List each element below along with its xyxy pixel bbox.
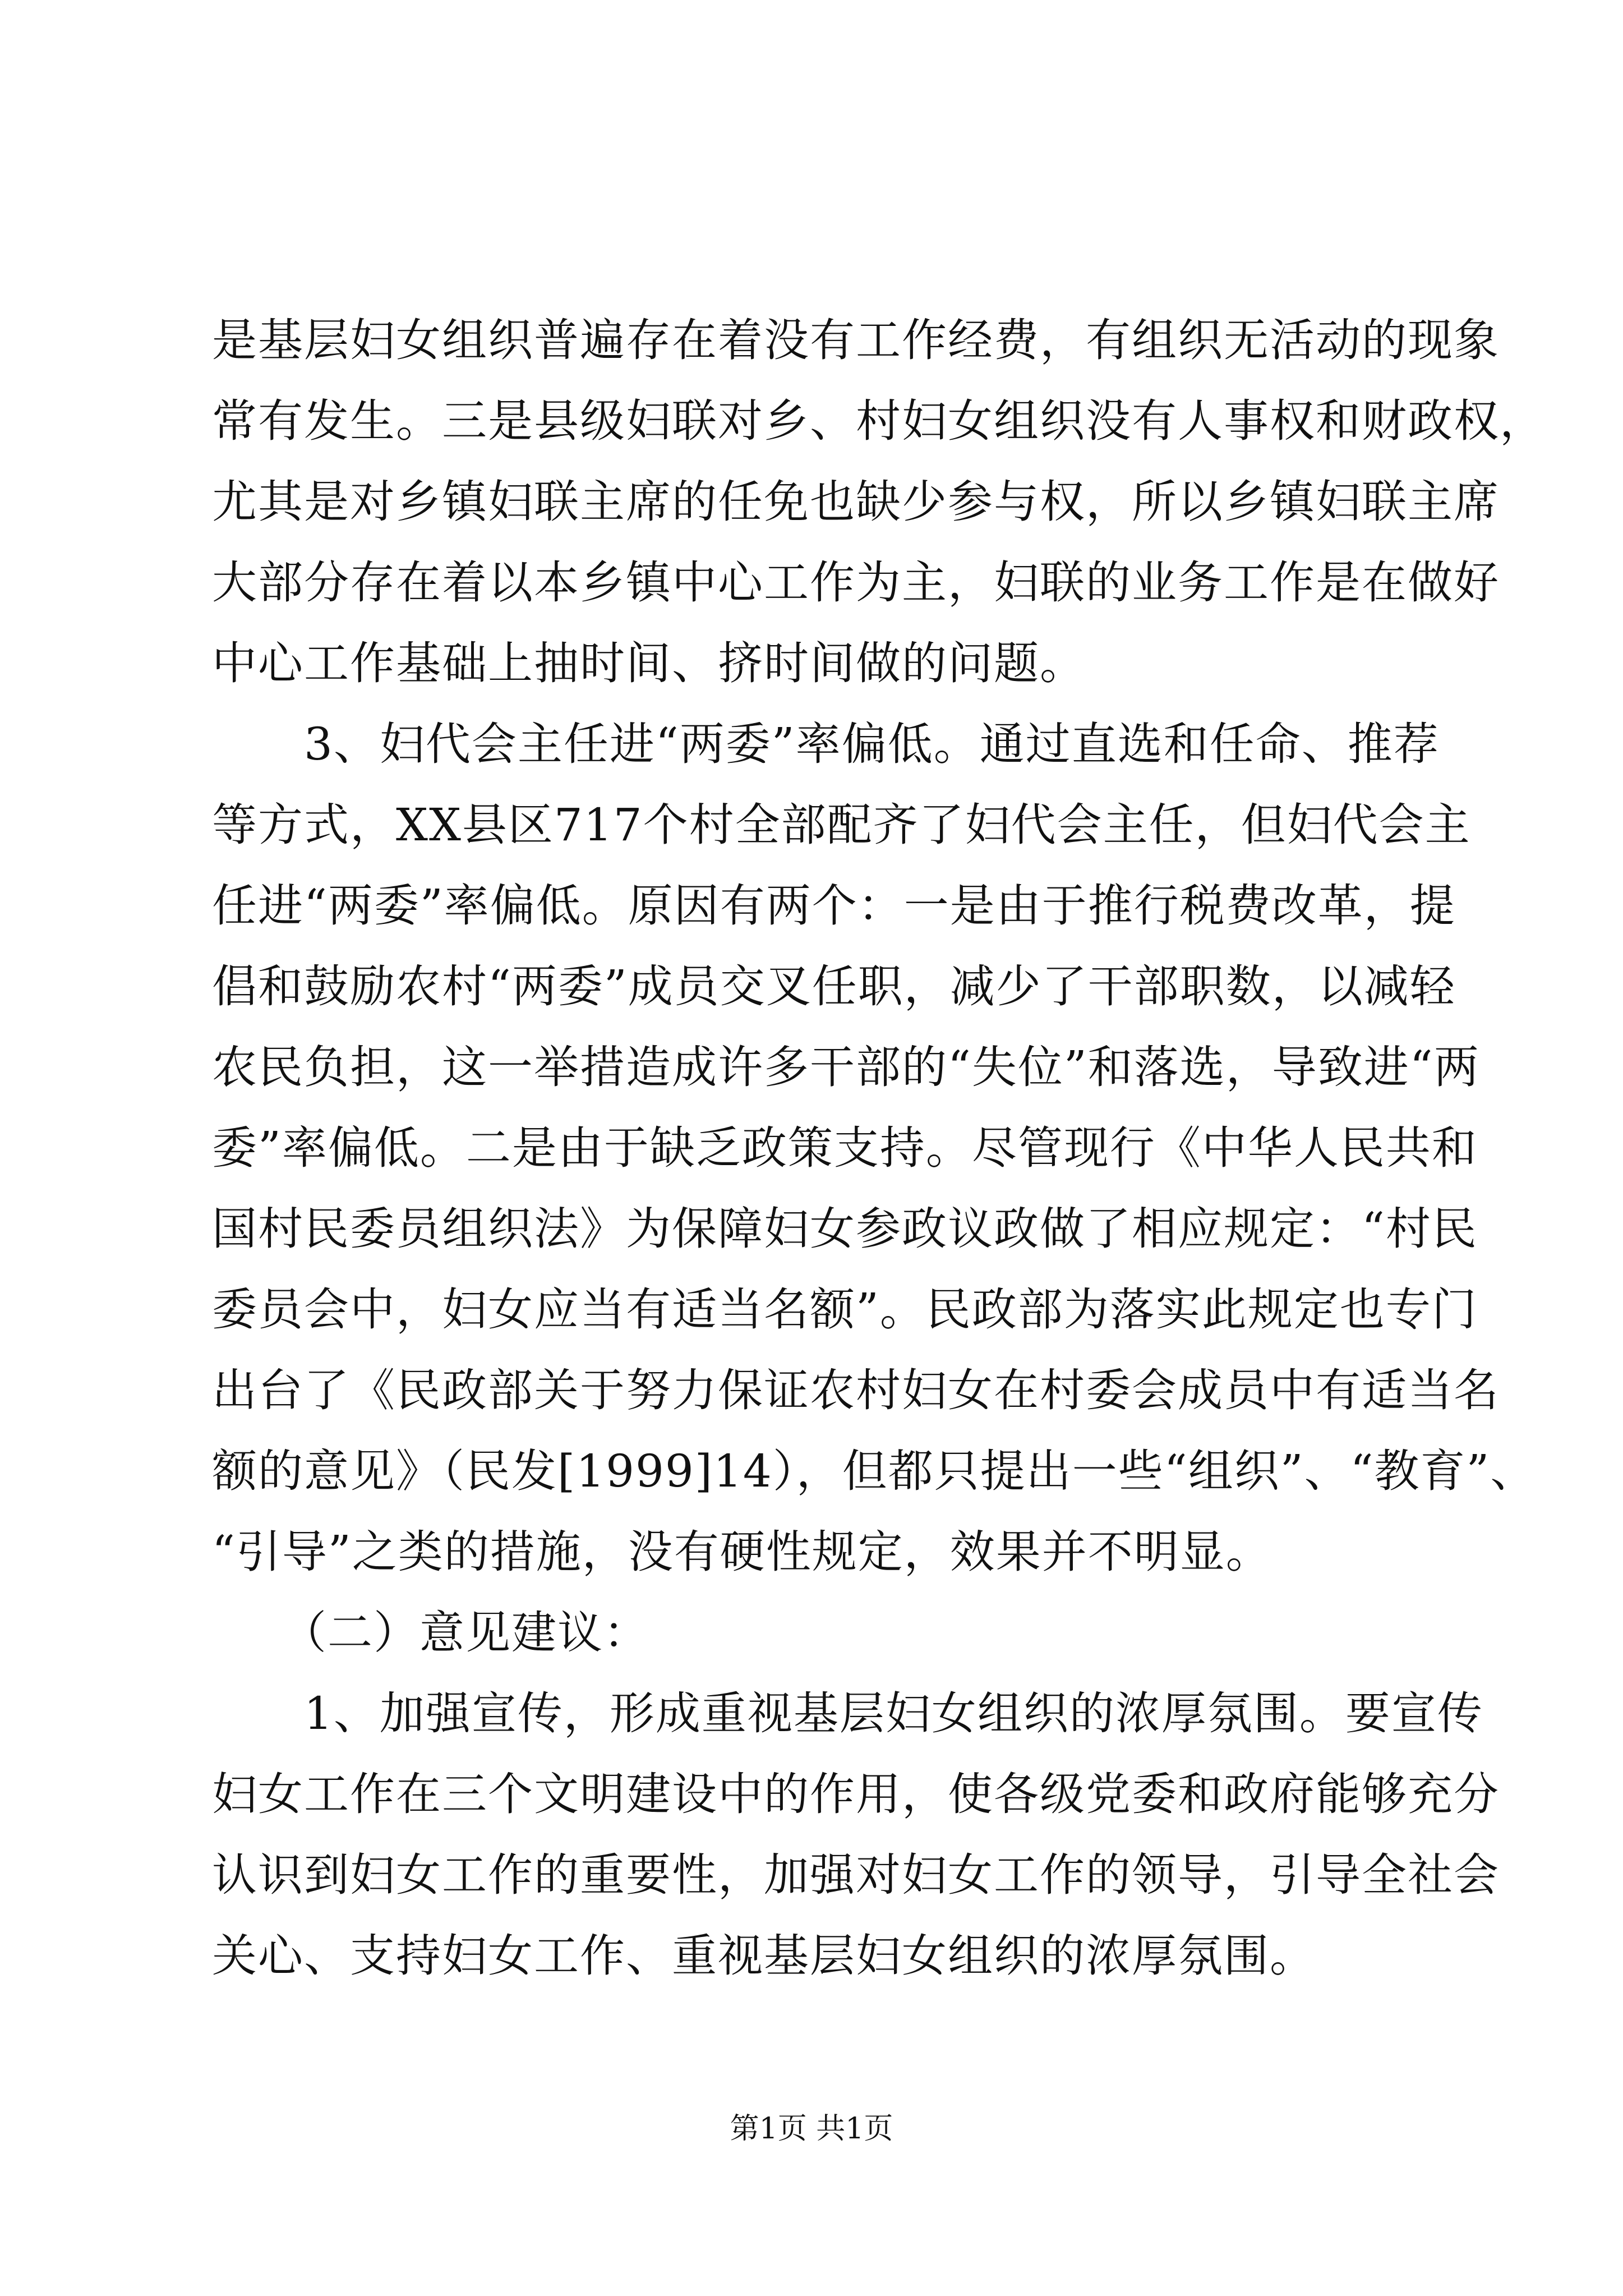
text-line: 委员会中，妇女应当有适当名额”。民政部为落实此规定也专门	[212, 1283, 1478, 1336]
text-line: 常有发生。三是县级妇联对乡、村妇女组织没有人事权和财政权，	[212, 395, 1546, 447]
text-line: （二）意见建议：	[212, 1607, 649, 1659]
text-line: 出台了《民政部关于努力保证农村妇女在村委会成员中有适当名	[212, 1364, 1500, 1416]
text-line: 关心、支持妇女工作、重视基层妇女组织的浓厚氛围。	[212, 1930, 1316, 1982]
text-line: 1、加强宣传，形成重视基层妇女组织的浓厚氛围。要宣传	[212, 1687, 1483, 1740]
document-body	[212, 300, 1546, 1996]
text-line: 尤其是对乡镇妇联主席的任免也缺少参与权，所以乡镇妇联主席	[212, 476, 1500, 528]
text-line: 是基层妇女组织普遍存在着没有工作经费，有组织无活动的现象	[212, 314, 1500, 366]
text-line: 任进“两委”率偏低。原因有两个：一是由于推行税费改革，提	[212, 880, 1456, 932]
text-line: 大部分存在着以本乡镇中心工作为主，妇联的业务工作是在做好	[212, 556, 1500, 609]
text-line: 额的意见》（民发[1999]14），但都只提出一些“组织”、“教育”、	[212, 1445, 1537, 1497]
text-line: 3、妇代会主任进“两委”率偏低。通过直选和任命、推荐	[212, 718, 1440, 770]
text-line: 农民负担，这一举措造成许多干部的“失位”和落选，导致进“两	[212, 1041, 1480, 1093]
page-footer: 第1页 共1页	[730, 2112, 893, 2146]
text-line: 中心工作基础上抽时间、挤时间做的问题。	[212, 637, 1086, 689]
text-line: 委”率偏低。二是由于缺乏政策支持。尽管现行《中华人民共和	[212, 1122, 1478, 1174]
text-line: 认识到妇女工作的重要性，加强对妇女工作的领导，引导全社会	[212, 1849, 1500, 1901]
text-line: “引导”之类的措施，没有硬性规定，效果并不明显。	[212, 1526, 1272, 1578]
text-line: 国村民委员组织法》为保障妇女参政议政做了相应规定：“村民	[212, 1203, 1478, 1255]
text-line: 妇女工作在三个文明建设中的作用，使各级党委和政府能够充分	[212, 1768, 1500, 1820]
text-line: 等方式，XX县区717个村全部配齐了妇代会主任，但妇代会主	[212, 799, 1471, 851]
text-line: 倡和鼓励农村“两委”成员交叉任职，减少了干部职数，以减轻	[212, 960, 1456, 1013]
